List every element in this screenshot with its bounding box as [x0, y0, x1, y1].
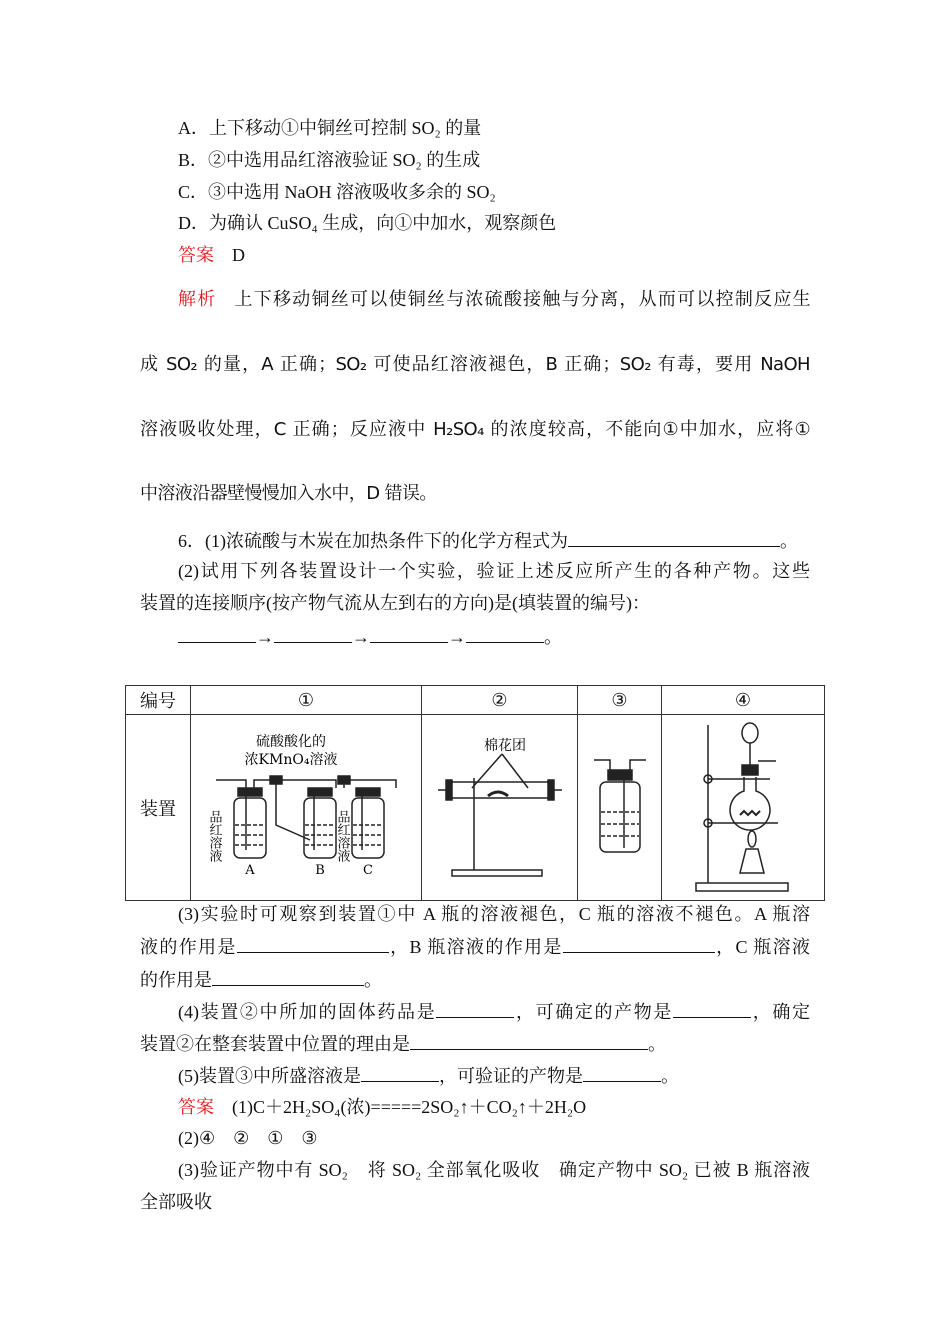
answer-blank[interactable] — [237, 934, 389, 953]
option-a: A．上下移动①中铜丝可控制 SO₂ 的量 — [178, 118, 482, 138]
answer-blank[interactable] — [436, 999, 514, 1018]
arrow: → — [352, 627, 370, 647]
answer-6-line4: 全部吸收 — [140, 1192, 212, 1212]
header-3: ③ — [578, 686, 662, 715]
answer-value: D — [232, 245, 245, 265]
option-b: B．②中选用品红溶液验证 SO₂ 的生成 — [178, 150, 481, 170]
q6-part4-line1 — [140, 999, 810, 1024]
analysis-line-4: 中溶液沿器壁慢慢加入水中，D 错误。 — [140, 483, 437, 504]
cotton-label: 棉花团 — [483, 738, 526, 754]
gas-bottle-diagram — [590, 750, 650, 860]
period: 。 — [648, 1034, 666, 1054]
answer-6-line2: (2)④ ② ① ③ — [178, 1128, 318, 1148]
order-blank-3[interactable] — [370, 624, 448, 643]
period: 。 — [544, 627, 562, 647]
answer-blank[interactable] — [673, 999, 751, 1018]
answer-blank[interactable] — [410, 1031, 648, 1050]
analysis-line-3: 溶液吸收处理，C 正确；反应液中 H₂SO₄ 的浓度较高，不能向①中加水，应将① — [140, 419, 810, 440]
period: 。 — [364, 970, 382, 990]
q6-part3-line1: (3)实验时可观察到装置①中 A 瓶的溶液褪色，C 瓶的溶液不褪色。A 瓶溶 — [178, 904, 810, 924]
q6-p1-text: 6．(1)浓硫酸与木炭在加热条件下的化学方程式为 — [178, 531, 568, 551]
pinhong-label-a: 品红溶液 — [206, 810, 222, 862]
apparatus-table — [125, 685, 825, 901]
p5-text: ，可验证的产物是 — [439, 1066, 583, 1086]
arrow: → — [448, 627, 466, 647]
apparatus-3 — [578, 715, 662, 901]
kmno4-label-1: 硫酸酸化的 — [256, 734, 326, 750]
answer-blank[interactable] — [583, 1063, 661, 1082]
q6-part5 — [140, 1063, 810, 1088]
answer-blank[interactable] — [212, 967, 364, 986]
q6-part1 — [140, 528, 810, 553]
p4-text: ，可确定的产物是 — [514, 1002, 674, 1022]
header-4: ④ — [662, 686, 825, 715]
apparatus-1 — [191, 715, 422, 901]
p5-text: (5)装置③中所盛溶液是 — [178, 1066, 361, 1086]
option-c: C．③中选用 NaOH 溶液吸收多余的 SO₂ — [178, 182, 496, 202]
answer-equation: (1)C＋2H₂SO₄(浓)=====2SO₂↑＋CO₂↑＋2H₂O — [232, 1097, 587, 1117]
analysis-label: 解析 — [178, 289, 217, 310]
order-blank-2[interactable] — [274, 624, 352, 643]
q6-part2-line1: (2)试用下列各装置设计一个实验，验证上述反应所产生的各种产物。这些 — [178, 561, 810, 581]
answer-label: 答案 — [178, 1097, 214, 1117]
answer-label: 答案 — [178, 245, 214, 265]
row-label: 装置 — [126, 715, 191, 901]
analysis-line-1 — [140, 288, 810, 312]
answer-blank[interactable] — [563, 934, 715, 953]
p3-text: ，B 瓶溶液的作用是 — [388, 937, 563, 957]
kmno4-label-2: 浓KMnO₄溶液 — [244, 752, 338, 768]
p3-text: ，C 瓶溶液 — [714, 937, 810, 957]
answer-6-line1 — [140, 1095, 810, 1119]
apparatus-4 — [662, 715, 825, 901]
q6-part4-line2 — [140, 1031, 810, 1056]
q6-part3-line3 — [140, 967, 810, 992]
flask-generator-diagram — [688, 715, 798, 895]
header-2: ② — [422, 686, 578, 715]
answer-blank[interactable] — [361, 1063, 439, 1082]
washing-bottles-diagram — [206, 730, 406, 880]
answer-6-line3: (3)验证产物中有 SO₂ 将 SO₂ 全部氧化吸收 确定产物中 SO₂ 已被 B 瓶溶液 — [178, 1160, 810, 1180]
p3-text: 的作用是 — [140, 970, 212, 990]
apparatus-2 — [422, 715, 578, 901]
answer-blank[interactable] — [568, 528, 780, 547]
q6-order-blanks — [140, 624, 810, 649]
answer-5 — [140, 243, 810, 267]
p4-text: ，确定 — [751, 1002, 810, 1022]
header-1: ① — [191, 686, 422, 715]
p4-text: (4)装置②中所加的固体药品是 — [178, 1002, 437, 1022]
bottle-c-label: C — [363, 863, 373, 878]
period: 。 — [661, 1066, 679, 1086]
period: 。 — [780, 531, 798, 551]
arrow: → — [256, 627, 274, 647]
p3-text: 液的作用是 — [140, 937, 237, 957]
q6-part3-line2 — [140, 934, 810, 959]
pinhong-label-c: 品红溶液 — [334, 810, 350, 862]
q6-part2-line2: 装置的连接顺序(按产物气流从左到右的方向)是(填装置的编号)： — [140, 593, 650, 613]
p4-text: 装置②在整套装置中位置的理由是 — [140, 1034, 410, 1054]
analysis-text: 上下移动铜丝可以使铜丝与浓硫酸接触与分离，从而可以控制反应生 — [234, 289, 810, 310]
order-blank-1[interactable] — [178, 624, 256, 643]
bottle-b-label: B — [315, 863, 325, 878]
analysis-line-2: 成 SO₂ 的量，A 正确；SO₂ 可使品红溶液褪色，B 正确；SO₂ 有毒，要用 NaOH — [140, 354, 810, 375]
bottle-a-label: A — [245, 863, 255, 878]
header-number: 编号 — [126, 686, 191, 715]
drying-tube-diagram — [430, 730, 570, 880]
option-d: D．为确认 CuSO₄ 生成，向①中加水，观察颜色 — [178, 213, 557, 233]
order-blank-4[interactable] — [466, 624, 544, 643]
